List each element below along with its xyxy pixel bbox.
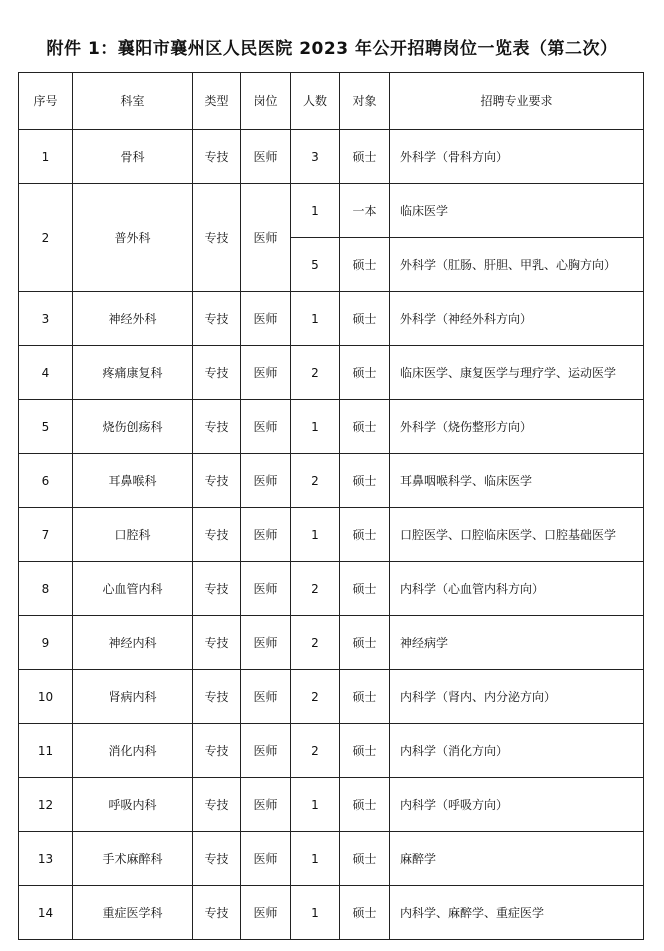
cell-requirement: 临床医学: [390, 184, 644, 238]
cell-dept: 呼吸内科: [73, 778, 193, 832]
cell-no: 8: [19, 562, 73, 616]
cell-target: 硕士: [340, 346, 390, 400]
cell-type: 专技: [193, 886, 241, 940]
table-row: [19, 616, 644, 670]
cell-type: 专技: [193, 346, 241, 400]
cell-post: 医师: [241, 346, 291, 400]
cell-target: 硕士: [340, 130, 390, 184]
cell-count: 1: [291, 778, 340, 832]
cell-requirement: 外科学（神经外科方向）: [390, 292, 644, 346]
cell-no: 10: [19, 670, 73, 724]
cell-no: 12: [19, 778, 73, 832]
cell-no: 6: [19, 454, 73, 508]
cell-post: 医师: [241, 130, 291, 184]
cell-dept: 普外科: [73, 184, 193, 292]
cell-post: 医师: [241, 454, 291, 508]
cell-type: 专技: [193, 562, 241, 616]
cell-no: 9: [19, 616, 73, 670]
cell-dept: 口腔科: [73, 508, 193, 562]
cell-target: 硕士: [340, 886, 390, 940]
cell-requirement: 内科学、麻醉学、重症医学: [390, 886, 644, 940]
cell-no: 3: [19, 292, 73, 346]
cell-type: 专技: [193, 184, 241, 292]
header-type: 类型: [193, 73, 241, 130]
cell-target: 硕士: [340, 832, 390, 886]
cell-post: 医师: [241, 400, 291, 454]
header-requirement: 招聘专业要求: [390, 73, 644, 130]
table-row: [19, 724, 644, 778]
cell-no: 1: [19, 130, 73, 184]
cell-requirement: 临床医学、康复医学与理疗学、运动医学: [390, 346, 644, 400]
cell-requirement: 神经病学: [390, 616, 644, 670]
header-no: 序号: [19, 73, 73, 130]
cell-target: 硕士: [340, 724, 390, 778]
cell-target: 硕士: [340, 400, 390, 454]
cell-post: 医师: [241, 832, 291, 886]
cell-post: 医师: [241, 562, 291, 616]
cell-count: 2: [291, 670, 340, 724]
cell-dept: 神经内科: [73, 616, 193, 670]
header-count: 人数: [291, 73, 340, 130]
cell-dept: 疼痛康复科: [73, 346, 193, 400]
cell-post: 医师: [241, 184, 291, 292]
table-row: [19, 508, 644, 562]
cell-type: 专技: [193, 670, 241, 724]
cell-type: 专技: [193, 508, 241, 562]
table-row: [19, 130, 644, 184]
header-target: 对象: [340, 73, 390, 130]
cell-no: 2: [19, 184, 73, 292]
cell-requirement: 内科学（呼吸方向）: [390, 778, 644, 832]
cell-target: 硕士: [340, 616, 390, 670]
cell-target: 硕士: [340, 508, 390, 562]
cell-no: 13: [19, 832, 73, 886]
cell-target: 硕士: [340, 454, 390, 508]
cell-count: 3: [291, 130, 340, 184]
cell-type: 专技: [193, 616, 241, 670]
cell-dept: 神经外科: [73, 292, 193, 346]
cell-dept: 烧伤创疡科: [73, 400, 193, 454]
cell-count: 2: [291, 562, 340, 616]
cell-count: 5: [291, 238, 340, 292]
cell-target: 硕士: [340, 292, 390, 346]
cell-dept: 重症医学科: [73, 886, 193, 940]
cell-dept: 骨科: [73, 130, 193, 184]
cell-dept: 耳鼻喉科: [73, 454, 193, 508]
cell-post: 医师: [241, 778, 291, 832]
cell-requirement: 外科学（烧伤整形方向）: [390, 400, 644, 454]
cell-dept: 消化内科: [73, 724, 193, 778]
cell-count: 1: [291, 886, 340, 940]
table-row: [19, 778, 644, 832]
cell-count: 1: [291, 400, 340, 454]
table-row: [19, 400, 644, 454]
cell-count: 2: [291, 346, 340, 400]
cell-requirement: 内科学（心血管内科方向）: [390, 562, 644, 616]
header-post: 岗位: [241, 73, 291, 130]
table-row: [19, 670, 644, 724]
cell-requirement: 内科学（肾内、内分泌方向）: [390, 670, 644, 724]
cell-no: 5: [19, 400, 73, 454]
cell-requirement: 耳鼻咽喉科学、临床医学: [390, 454, 644, 508]
cell-type: 专技: [193, 454, 241, 508]
cell-target: 硕士: [340, 238, 390, 292]
cell-count: 1: [291, 508, 340, 562]
table-row: [19, 886, 644, 940]
cell-count: 1: [291, 292, 340, 346]
cell-target: 硕士: [340, 670, 390, 724]
cell-count: 1: [291, 832, 340, 886]
cell-target: 硕士: [340, 778, 390, 832]
cell-dept: 手术麻醉科: [73, 832, 193, 886]
cell-no: 4: [19, 346, 73, 400]
cell-type: 专技: [193, 400, 241, 454]
cell-type: 专技: [193, 778, 241, 832]
table-row: [19, 454, 644, 508]
cell-requirement: 内科学（消化方向）: [390, 724, 644, 778]
cell-type: 专技: [193, 130, 241, 184]
table-row: [19, 562, 644, 616]
cell-no: 14: [19, 886, 73, 940]
cell-count: 2: [291, 616, 340, 670]
cell-post: 医师: [241, 508, 291, 562]
cell-requirement: 外科学（骨科方向）: [390, 130, 644, 184]
cell-count: 2: [291, 724, 340, 778]
cell-no: 7: [19, 508, 73, 562]
cell-post: 医师: [241, 670, 291, 724]
cell-post: 医师: [241, 616, 291, 670]
cell-type: 专技: [193, 724, 241, 778]
table-row: [19, 292, 644, 346]
cell-count: 2: [291, 454, 340, 508]
cell-post: 医师: [241, 292, 291, 346]
table-row: [19, 184, 644, 238]
cell-requirement: 外科学（肛肠、肝胆、甲乳、心胸方向）: [390, 238, 644, 292]
header-dept: 科室: [73, 73, 193, 130]
recruitment-table: [18, 72, 644, 940]
page-title: 附件 1：襄阳市襄州区人民医院 2023 年公开招聘岗位一览表（第二次）: [46, 39, 618, 59]
cell-type: 专技: [193, 292, 241, 346]
table-row: [19, 346, 644, 400]
cell-requirement: 麻醉学: [390, 832, 644, 886]
cell-count: 1: [291, 184, 340, 238]
cell-type: 专技: [193, 832, 241, 886]
cell-target: 硕士: [340, 562, 390, 616]
cell-post: 医师: [241, 724, 291, 778]
cell-dept: 肾病内科: [73, 670, 193, 724]
cell-dept: 心血管内科: [73, 562, 193, 616]
table-row: [19, 832, 644, 886]
cell-target: 一本: [340, 184, 390, 238]
header-row: [19, 73, 644, 130]
cell-requirement: 口腔医学、口腔临床医学、口腔基础医学: [390, 508, 644, 562]
cell-no: 11: [19, 724, 73, 778]
cell-post: 医师: [241, 886, 291, 940]
